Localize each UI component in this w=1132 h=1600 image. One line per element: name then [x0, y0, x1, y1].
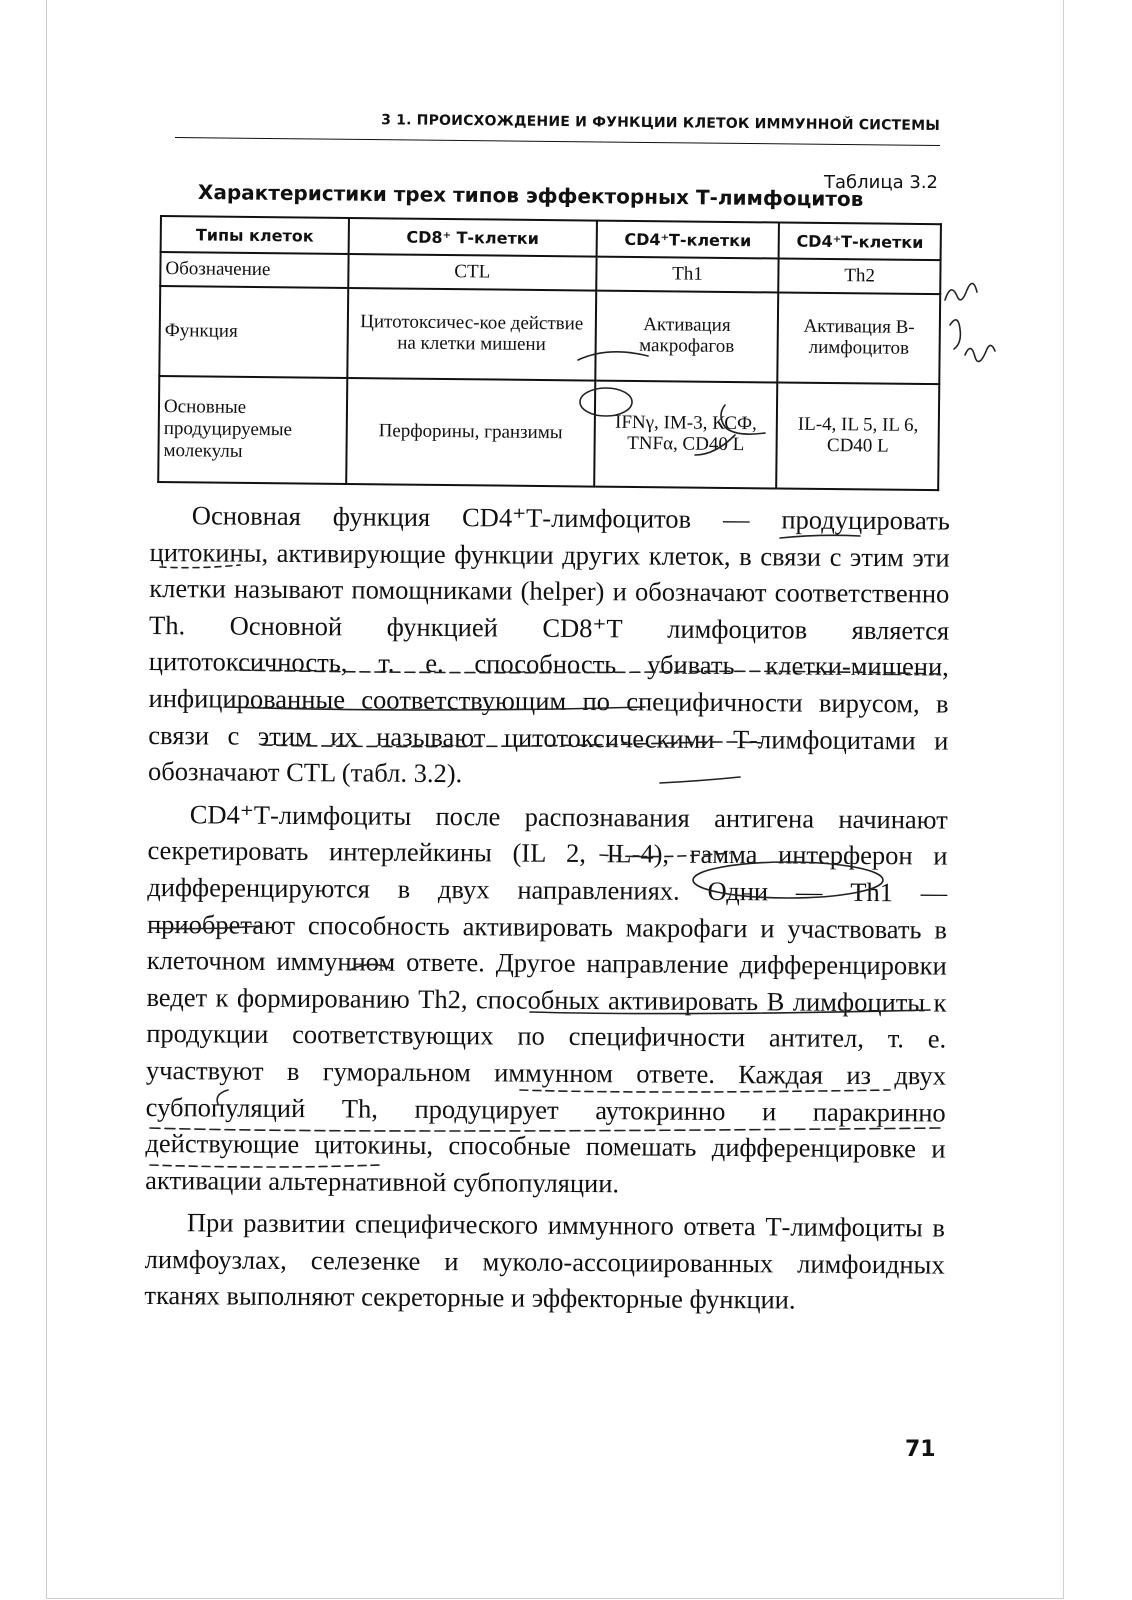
- row-label: Основные продуцируемые молекулы: [158, 376, 347, 484]
- paragraph: CD4⁺Т-лимфоциты после распознавания антигена начинают секретировать интерлейкины (IL 2, IL-4), гамма интерферон и дифференцируются в двух направлениях. Одни — Th1 — приобретают способность активировать макрофаги и участвовать в клеточном иммунном ответе. Другое направление дифференцировки ведет к формированию Th2, способных активировать В лимфоциты к продукции соответствующих по специфичности антител, т. е. участвуют в гуморальном иммунном ответе. Каждая из двух субпопуляций Th, продуцирует аутокринно и паракринно действующие цитокины, способные помешать дифференцировке и активации альтернативной субпопуляции.: [145, 799, 948, 1198]
- table-header-cell: CD4⁺Т-клетки: [596, 221, 779, 259]
- table-cell: Цитотоксичес-кое действие на клетки мишени: [347, 288, 596, 381]
- table-cell: CTL: [348, 254, 596, 291]
- running-head: 3 1. ПРОИСХОЖДЕНИЕ И ФУНКЦИИ КЛЕТОК ИММУННОЙ СИСТЕМЫ: [381, 112, 941, 135]
- table-header-cell: Типы клеток: [161, 216, 349, 254]
- page-number: 71: [905, 1437, 936, 1462]
- row-label: Обозначение: [160, 252, 348, 288]
- table-title: Характеристики трех типов эффекторных Т-лимфоцитов: [197, 180, 864, 211]
- table-cell: IL-4, IL 5, IL 6, CD40 L: [777, 382, 940, 490]
- paragraph: При развитии специфического иммунного ответа Т-лимфоциты в лимфоузлах, селезенке и муколо-ассоциированных лимфоидных тканях выполняют секреторные и эффекторные функции.: [144, 1207, 946, 1315]
- table-row: [159, 286, 940, 384]
- table-cell: Th2: [779, 258, 941, 294]
- table-cell: Активация В-лимфоцитов: [778, 292, 941, 384]
- table-cell: IFNγ, IМ-3, КСФ, TNFα, CD40 L: [594, 381, 778, 489]
- row-label: Функция: [159, 286, 348, 378]
- body-text: [144, 497, 950, 1320]
- table-row: [158, 376, 939, 490]
- table-header-cell: CD4⁺Т-клетки: [779, 222, 941, 260]
- paragraph: Основная функция CD4⁺Т-лимфоцитов — продуцировать цитокины, активирующие функции других клеток, в связи с этим эти клетки называют помощниками (helper) и обозначают соответственно Th. Основной функцией CD8⁺Т лимфоцитов является цитотоксичность, т. е. способность убивать клетки-мишени, инфицированные соответствующим по специфичности вирусом, в связи с этим их называют цитотоксическими Т-лимфоцитами и обозначают CTL (табл. 3.2).: [147, 500, 950, 789]
- table-cell: Активация макрофагов: [595, 291, 779, 383]
- table-cell: Перфорины, гранзимы: [346, 378, 595, 487]
- table-header-cell: CD8⁺ Т-клетки: [349, 218, 597, 257]
- table-number: Таблица 3.2: [824, 172, 938, 193]
- characteristics-table: [157, 215, 942, 491]
- table-cell: Th1: [596, 257, 779, 293]
